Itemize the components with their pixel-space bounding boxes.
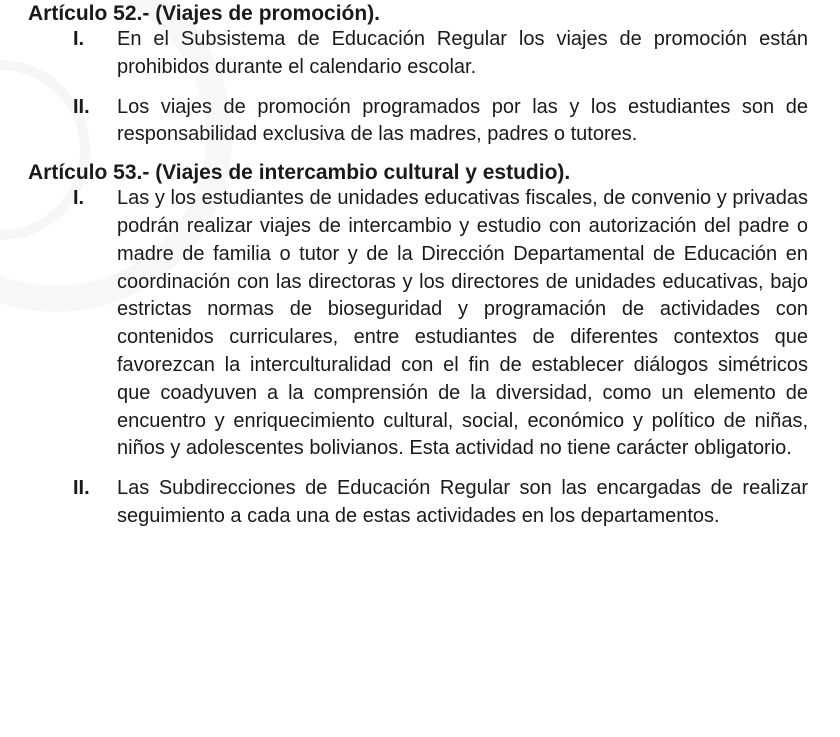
item-number: II. <box>73 477 90 500</box>
item-number: I. <box>73 187 85 210</box>
article-53 <box>28 159 808 531</box>
article-52-item-1 <box>73 26 808 82</box>
item-number: I. <box>73 28 85 50</box>
item-number: II. <box>73 95 90 118</box>
article-52-title: Artículo 52.- (Viajes de promoción). <box>28 2 381 25</box>
document-page <box>28 0 808 531</box>
item-text: Las Subdirecciones de Educación Regular son las encargadas de realizar seguimiento a cada una de estas actividades en los departamentos. <box>117 477 808 527</box>
article-52 <box>28 0 808 149</box>
article-52-item-2 <box>73 94 808 150</box>
item-text: En el Subsistema de Educación Regular los viajes de promoción están prohibidos durante el calendario escolar. <box>117 28 808 78</box>
article-53-item-2 <box>73 475 808 531</box>
item-text: Los viajes de promoción programados por las y los estudiantes son de responsabilidad exclusiva de las madres, padres o tutores. <box>117 95 808 146</box>
item-text: Las y los estudiantes de unidades educativas fiscales, de convenio y privadas podrán realizar viajes de intercambio y estudio con autorización del padre o madre de familia o tutor y de la Dirección Departamental de Educación en coordinación con las directoras y los directores de unidades educativas, bajo estrictas normas de bioseguridad y programación de actividades con contenidos curriculares, entre estudiantes de diferentes contextos que favorezcan la interculturalidad con el fin de establecer diálogos simétricos que coadyuven a la comprensión de la diversidad, como un elemento de encuentro y enriquecimiento cultural, social, económico y político de niñas, niños y adolescentes bolivianos. Esta actividad no tiene carácter obligatorio. <box>117 187 808 460</box>
article-53-item-1 <box>73 185 808 463</box>
article-53-title: Artículo 53.- (Viajes de intercambio cultural y estudio). <box>28 161 571 185</box>
